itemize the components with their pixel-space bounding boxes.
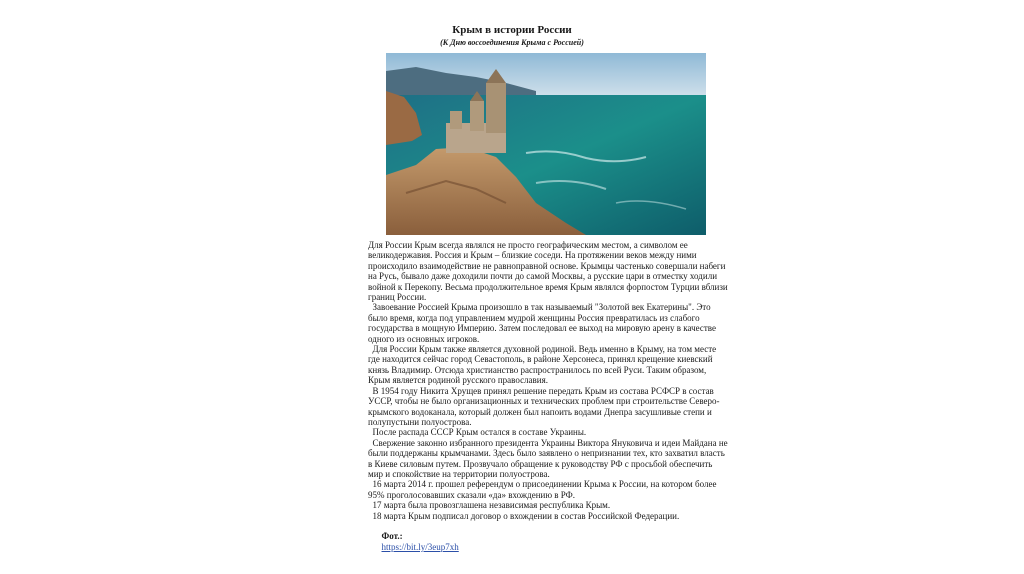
paragraph: После распада СССР Крым остался в составе Украины. [368,427,587,438]
paragraph: 16 марта 2014 г. прошел референдум о присоединении Крыма к России, на котором более 95% проголосовавших сказали «да» вхождению в РФ. [368,479,719,500]
paragraph: Для России Крым также является духовной родиной. Ведь именно в Крыму, на том месте где находится сейчас город Севастополь, в районе Херсонеса, принял крещение киевский князь Владимир. Отсюда христианство распространилось по всей Руси. Таким образом, Крым является родиной русского православия. [368,344,719,386]
document-body [368,240,728,563]
paragraph: 17 марта была провозглашена независимая республика Крым. [368,500,611,511]
photo-illustration [386,53,706,235]
document-title: Крым в истории России [452,24,572,36]
paragraph: Свержение законно избранного президента Украины Виктора Януковича и идеи Майдана не были поддержаны крымчанами. Здесь было заявлено о непризнании тех, кто захватил власть в Киеве силовым путем. Прозвучало обращение к руководству РФ с просьбой обеспечить мир и спокойствие на территории полуострова. [368,437,730,479]
source-label: Фот.: [381,531,403,542]
document-subtitle: (К Дню воссоединения Крыма с Россией) [440,38,584,47]
paragraph: Для России Крым всегда являлся не просто географическим местом, а символом ее великодержавия. Россия и Крым – близкие соседи. На протяжении веков между ними происходило взаимодействие не равноправной основе. Крымцы частенько совершали набеги на Русь, бывало даже доходили почти до самой Москвы, а русские цари в отместку ходили войной к Перекопу. Весьма продолжительное время Крым являлся форпостом Турции вблизи границ России. [368,240,730,303]
paragraph: Завоевание Россией Крыма произошло в так называемый "Золотой век Екатерины". Это было время, когда под управлением мудрой женщины Россия превратилась из слабого государства в мощную Империю. Затем последовал ее выход на мировую арену в качестве одного из основных игроков. [368,302,719,344]
source-link[interactable]: https://bit.ly/3eup7xh [381,541,459,552]
photo-source [368,521,728,563]
swallows-nest-photo [386,53,706,235]
paragraph: В 1954 году Никита Хрущев принял решение передать Крым из состава РСФСР в состав УССР, чтобы не было организационных и технических проблем при строительстве Северо-крымского водоканала, который должен был напоить водами Днепра засушливые степи и полупустыни полуострова. [368,385,720,427]
paragraph: 18 марта Крым подписал договор о вхождении в состав Российской Федерации. [368,510,680,521]
